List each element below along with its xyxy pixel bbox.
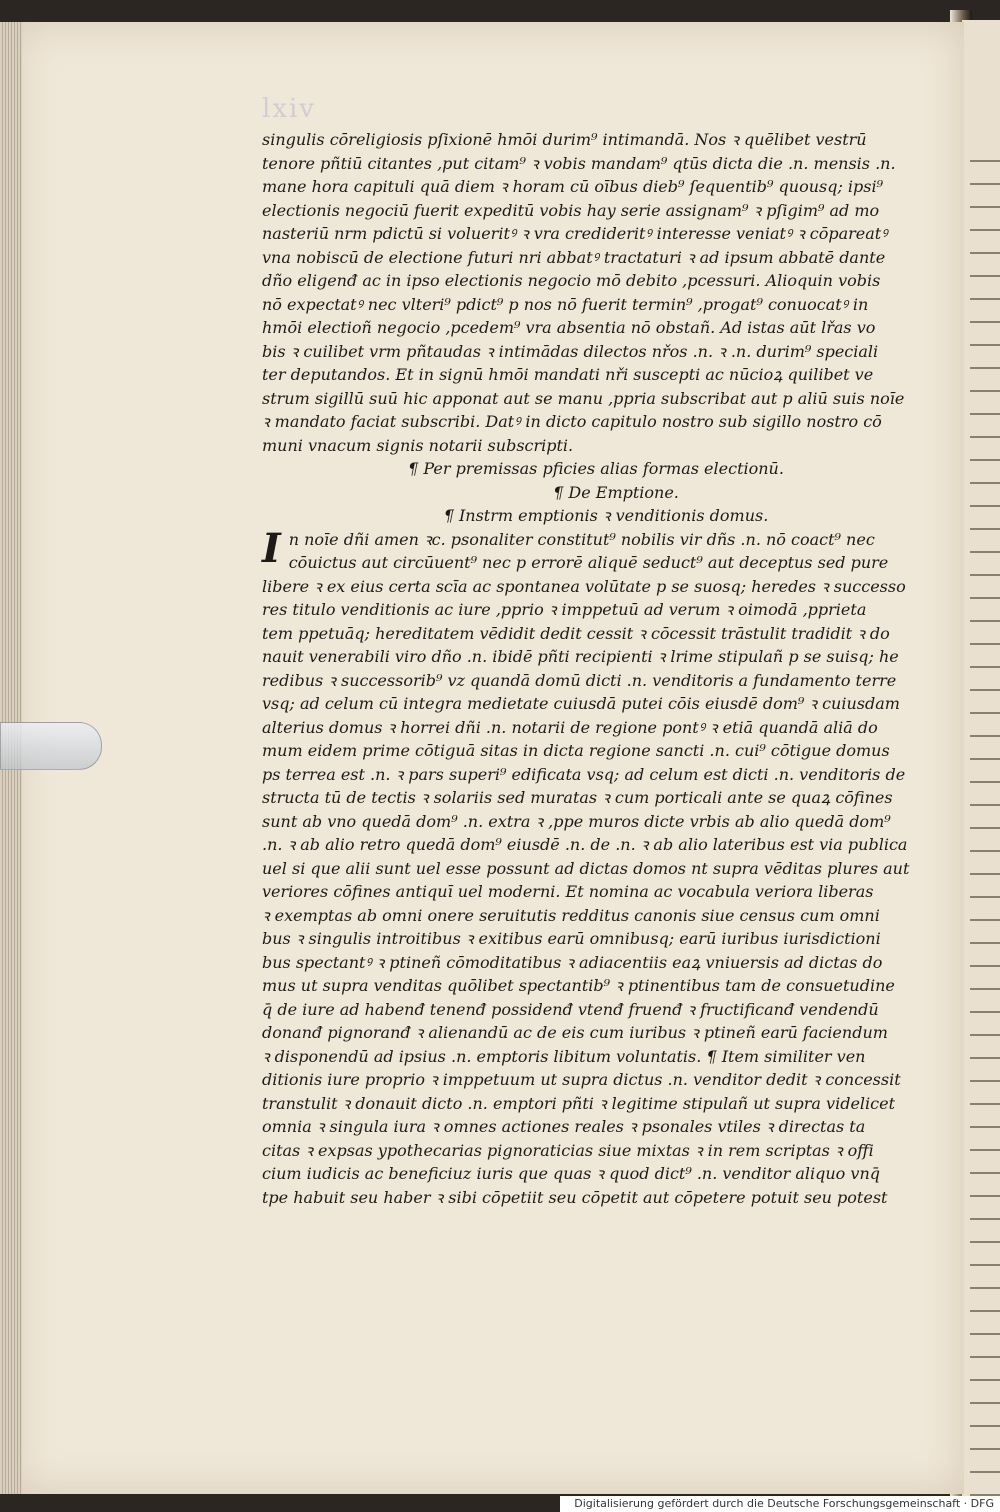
facing-line <box>970 206 1000 218</box>
book-clamp <box>0 722 102 770</box>
rubric-forms: ¶ Per premissas pficies alias formas electionū. <box>408 459 784 478</box>
facing-line <box>970 1448 1000 1460</box>
text-line: tem ppetuāq; hereditatem vēdidit dedit cessit ꝛ cōcessit trāstulit tradidit ꝛ do <box>262 623 890 643</box>
facing-line <box>970 1080 1000 1092</box>
facing-line <box>970 321 1000 333</box>
facing-line <box>970 758 1000 770</box>
paragraph-election-letter <box>262 128 910 457</box>
facing-line <box>970 666 1000 678</box>
facing-line <box>970 1379 1000 1391</box>
text-line: ꝛ mandato faciat subscribi. Datꝰ in dicto capitulo nostro sub sigillo nostro cō <box>262 412 882 431</box>
text-line: veriores cōfines antiquī uel moderni. Et nomina ac vocabula veriora liberas <box>262 882 874 901</box>
text-line: citas ꝛ expsas ypothecarias pignoraticias siue mixtas ꝛ in rem scriptas ꝛ offi <box>262 1140 874 1160</box>
facing-line <box>970 1126 1000 1138</box>
facing-line <box>970 1172 1000 1184</box>
facing-line <box>970 827 1000 839</box>
text-line: bus ꝛ singulis introitibus ꝛ exitibus earū omnibusq; earū iuribus iurisdictioni <box>262 929 881 948</box>
facing-line <box>970 1218 1000 1230</box>
text-line: ꝛ disponendū ad ipsius .n. emptoris libitum voluntatis. ¶ Item similiter ven <box>262 1046 866 1066</box>
text-line: dño eligenđ ac in ipso electionis negocio mō debito ,pcessuri. Alioquin vobis <box>262 271 881 290</box>
text-line: structa tū de tectis ꝛ solariis sed muratas ꝛ cum porticali ante se quaꝝ cōfines <box>262 788 893 807</box>
sale-lines <box>262 524 910 1210</box>
facing-line <box>970 896 1000 908</box>
drop-capital: I <box>262 524 281 572</box>
text-line: omnia ꝛ singula iura ꝛ omnes actiones reales ꝛ psonales vtiles ꝛ directas ta <box>262 1117 866 1136</box>
facing-line <box>970 1034 1000 1046</box>
rubric-instrument: ¶ Instrm emptionis ꝛ venditionis domus. <box>443 506 769 525</box>
facing-line <box>970 597 1000 609</box>
facing-line <box>970 850 1000 862</box>
facing-line <box>970 643 1000 655</box>
facing-line <box>970 574 1000 586</box>
facing-line <box>970 781 1000 793</box>
facing-line <box>970 413 1000 425</box>
facing-line <box>970 482 1000 494</box>
text-line: n noīe dñi amen ꝛc. psonaliter constitut⁹ nobilis vir dñs .n. nō coact⁹ nec <box>288 529 875 549</box>
text-line: nasteriū nrm pdictū si volueritꝰ ꝛ vra credideritꝰ interesse veniatꝰ ꝛ cōpareatꝰ <box>262 224 888 243</box>
facing-line <box>970 988 1000 1000</box>
facing-line <box>970 229 1000 241</box>
facing-line <box>970 1310 1000 1322</box>
paragraph-sale-instrument <box>262 524 910 1210</box>
text-line: bus spectantꝰ ꝛ ptineñ cōmoditatibus ꝛ adiacentiis eaꝝ vniuersis ad dictas do <box>262 952 883 972</box>
text-line: q̄ de iure ad habenđ tenenđ possidenđ vtenđ fruenđ ꝛ fructificanđ vendendū <box>262 999 879 1019</box>
facing-line <box>970 1287 1000 1299</box>
facing-line <box>970 275 1000 287</box>
folio-number: lxiv <box>262 94 316 124</box>
facing-line <box>970 712 1000 724</box>
text-line: mus ut supra venditas quōlibet spectantib⁹ ꝛ ptinentibus tam de consuetudine <box>262 976 895 995</box>
text-line: vsq; ad celum cū integra medietate cuiusdā putei cōis eiusdē dom⁹ ꝛ cuiusdam <box>262 694 900 713</box>
text-line: sunt ab vno quedā dom⁹ .n. extra ꝛ ,ppe muros dicte vrbis ab alio quedā dom⁹ <box>262 811 891 831</box>
facing-line <box>970 735 1000 747</box>
facing-line <box>970 505 1000 517</box>
facing-line <box>970 620 1000 632</box>
facing-line <box>970 528 1000 540</box>
text-line: muni vnacum signis notarii subscripti. <box>262 435 574 455</box>
text-line: mum eidem prime cōtiguā sitas in dicta regione sancti .n. cui⁹ cōtigue domus <box>262 741 890 760</box>
text-line: vna nobiscū de electione futuri nri abbatꝰ tractaturi ꝛ ad ipsum abbatē dante <box>262 247 886 267</box>
facing-line <box>970 252 1000 264</box>
dfg-credit: Digitalisierung gefördert durch die Deutsche Forschungsgemeinschaft · DFG <box>560 1496 1000 1512</box>
text-line: uel si que alii sunt uel esse possunt ad dictas domos nt supra vēditas plures aut <box>262 858 910 878</box>
text-line: ter deputandos. Et in signū hmōi mandati nři suscepti ac nūcioꝝ quilibet ve <box>262 365 874 384</box>
facing-page-edge <box>962 20 1000 1500</box>
facing-line <box>970 942 1000 954</box>
facing-line <box>970 1057 1000 1069</box>
text-line: electionis negociū fuerit expeditū vobis hay serie assignam⁹ ꝛ pſigim⁹ ad mo <box>262 200 880 220</box>
text-line: hmōi electioñ negocio ,pcedem⁹ vra absentia nō obstañ. Ad istas aūt lřas vo <box>262 318 876 337</box>
facing-line <box>970 1011 1000 1023</box>
facing-line <box>970 344 1000 356</box>
facing-line <box>970 919 1000 931</box>
facing-line <box>970 689 1000 701</box>
text-line: mane hora capituli quā diem ꝛ horam cū oībus dieb⁹ ſequentib⁹ quousq; ipsi⁹ <box>262 177 884 196</box>
text-line: nauit venerabili viro dño .n. ibidē pñti recipienti ꝛ lrime stipulañ p se suisq; he <box>262 647 899 666</box>
text-line: strum sigillū suū hic apponat aut se manu ,ppria subscribat aut p aliū suis noīe <box>262 388 905 408</box>
facing-line <box>970 1149 1000 1161</box>
text-column <box>262 128 910 1209</box>
text-line: ꝛ exemptas ab omni onere seruitutis redditus canonis siue census cum omni <box>262 905 880 925</box>
facing-line <box>970 390 1000 402</box>
rubric-emptione: ¶ De Emptione. <box>553 482 679 502</box>
facing-line <box>970 1333 1000 1345</box>
facing-line <box>970 1356 1000 1368</box>
facing-line <box>970 1241 1000 1253</box>
text-line: tpe habuit seu haber ꝛ sibi cōpetiit seu cōpetit aut cōpetere potuit seu potest <box>262 1187 888 1207</box>
text-line: ditionis iure proprio ꝛ imppetuum ut supra dictus .n. venditor dedit ꝛ concessit <box>262 1070 901 1089</box>
text-line: .n. ꝛ ab alio retro quedā dom⁹ eiusdē .n. de .n. ꝛ ab alio lateribus est via publica <box>262 835 908 854</box>
facing-line <box>970 1195 1000 1207</box>
text-line: cium iudicis ac beneficiuz iuris que quas ꝛ quod dict⁹ .n. venditor aliquo vnq̄ <box>262 1164 880 1183</box>
facing-line <box>970 1425 1000 1437</box>
facing-line <box>970 804 1000 816</box>
text-line: ps terrea est .n. ꝛ pars superi⁹ edificata vsq; ad celum est dicti .n. venditoris de <box>262 764 906 784</box>
text-line: libere ꝛ ex eius certa scīa ac spontanea volūtate p se suosq; heredes ꝛ successo <box>262 576 906 596</box>
facing-line <box>970 965 1000 977</box>
text-line: res titulo venditionis ac iure ,pprio ꝛ imppetuū ad verum ꝛ oimodā ,pprieta <box>262 600 867 619</box>
facing-line <box>970 459 1000 471</box>
text-line: nō expectatꝰ nec vlteri⁹ pdict⁹ p nos nō fuerit termin⁹ ,progat⁹ conuocatꝰ in <box>262 294 869 314</box>
text-line: transtulit ꝛ donauit dicto .n. emptori pñti ꝛ legitime stipulañ ut supra videlicet <box>262 1093 896 1113</box>
facing-line <box>970 160 1000 172</box>
text-line: cōuictus aut circūuent⁹ nec p errorē aliquē seduct⁹ aut deceptus sed pure <box>288 553 889 572</box>
facing-line <box>970 298 1000 310</box>
facing-line <box>970 1103 1000 1115</box>
facing-line <box>970 1471 1000 1483</box>
text-line: tenore pñtiū citantes ,put citam⁹ ꝛ vobis mandam⁹ qtūs dicta die .n. mensis .n. <box>262 153 896 173</box>
text-line: redibus ꝛ successorib⁹ vz quandā domū dicti .n. venditoris a fundamento terre <box>262 670 897 690</box>
facing-line <box>970 183 1000 195</box>
facing-line <box>970 367 1000 379</box>
facing-line <box>970 436 1000 448</box>
facing-line <box>970 1402 1000 1414</box>
facing-line <box>970 551 1000 563</box>
text-line: singulis cōreligiosis pſixionē hmōi durim⁹ intimandā. Nos ꝛ quēlibet vestrū <box>262 130 867 149</box>
facing-line <box>970 873 1000 885</box>
text-line: bis ꝛ cuilibet vrm pñtaudas ꝛ intimādas dilectos nřos .n. ꝛ .n. durim⁹ speciali <box>262 341 879 361</box>
facing-line <box>970 1264 1000 1276</box>
text-line: alterius domus ꝛ horrei dñi .n. notarii de regione pontꝰ ꝛ etiā quandā aliā do <box>262 717 878 737</box>
text-line: donanđ pignoranđ ꝛ alienandū ac de eis cum iuribus ꝛ ptineñ earū faciendum <box>262 1023 888 1042</box>
